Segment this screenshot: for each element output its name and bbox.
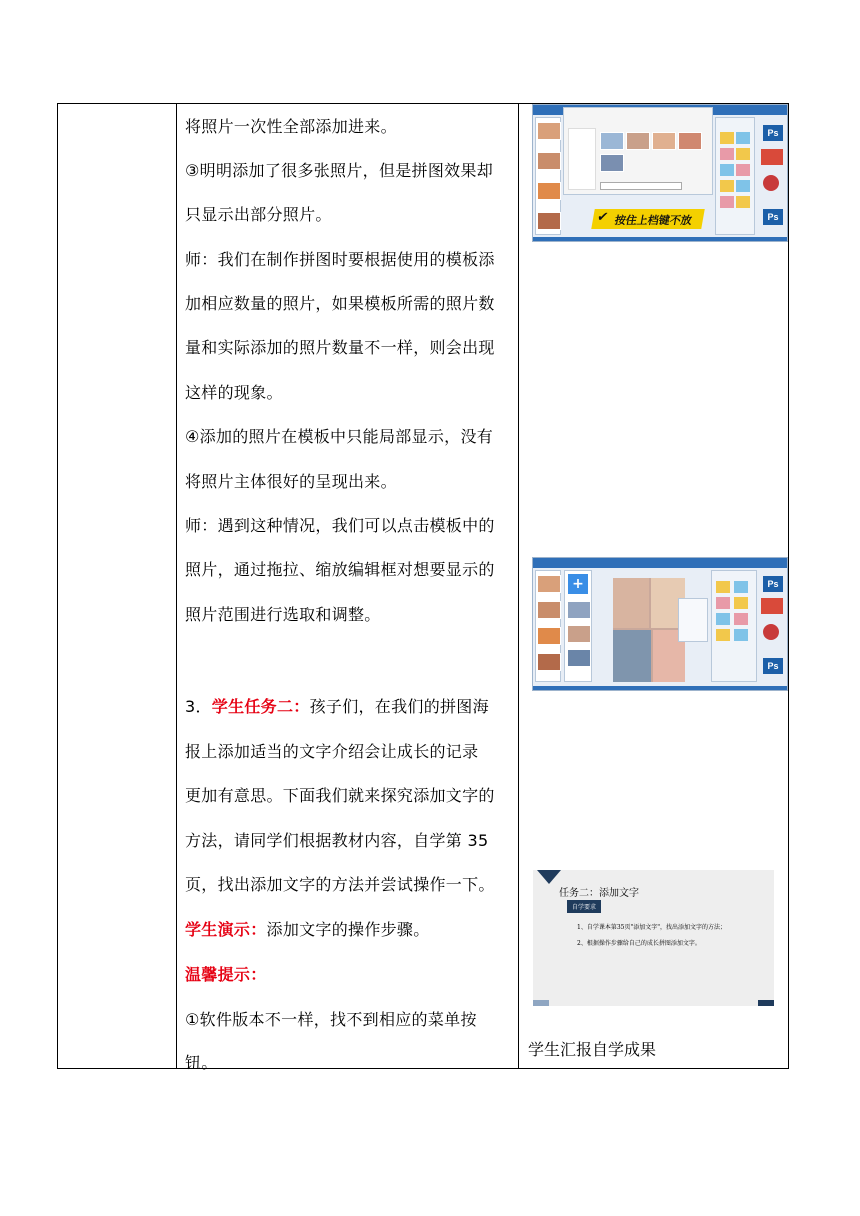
text-line bbox=[185, 161, 515, 181]
text-segment: 只显示出部分照片。 bbox=[185, 205, 332, 224]
text-line bbox=[185, 1010, 515, 1030]
ps-icon: Ps bbox=[763, 209, 783, 225]
text-line bbox=[185, 875, 515, 895]
text-segment: 报上添加适当的文字介绍会让成长的记录 bbox=[185, 742, 479, 761]
text-segment: 师：遇到这种情况，我们可以点击模板中的 bbox=[185, 516, 495, 535]
lesson-table bbox=[57, 103, 789, 1072]
text-segment: 师：我们在制作拼图时要根据使用的模板添 bbox=[185, 250, 495, 269]
text-segment: 将照片一次性全部添加进来。 bbox=[185, 117, 397, 136]
app-title-bar bbox=[533, 558, 787, 568]
edit-box bbox=[678, 598, 708, 642]
collage-canvas bbox=[613, 578, 685, 682]
ps-icon: Ps bbox=[763, 125, 783, 141]
banner-check-icon: ✔ bbox=[595, 210, 610, 225]
text-segment: 孩子们，在我们的拼图海 bbox=[309, 697, 489, 716]
text-line bbox=[185, 383, 515, 403]
text-line bbox=[185, 697, 515, 717]
text-segment: ③明明添加了很多张照片，但是拼图效果却 bbox=[185, 161, 494, 180]
text-line bbox=[185, 294, 515, 314]
text-line bbox=[185, 605, 515, 625]
text-line bbox=[185, 117, 515, 137]
slide-title: 任务二：添加文字 bbox=[559, 888, 639, 899]
text-segment: 学生演示： bbox=[185, 920, 267, 939]
text-segment: 学生任务二： bbox=[211, 697, 310, 716]
text-line bbox=[185, 831, 515, 851]
text-segment: 方法，请同学们根据教材内容，自学第 35 bbox=[185, 831, 489, 850]
text-line bbox=[185, 1053, 515, 1073]
text-line bbox=[185, 786, 515, 806]
text-segment: ①软件版本不一样，找不到相应的菜单按 bbox=[185, 1010, 477, 1029]
text-line bbox=[185, 250, 515, 270]
file-open-dialog bbox=[563, 107, 713, 195]
text-line bbox=[185, 472, 515, 492]
text-line bbox=[185, 560, 515, 580]
text-segment: 这样的现象。 bbox=[185, 383, 283, 402]
text-segment: 加相应数量的照片，如果模板所需的照片数 bbox=[185, 294, 495, 313]
text-line bbox=[185, 965, 515, 985]
screenshot-collage-editor bbox=[532, 557, 788, 691]
text-segment: 照片，通过拖拉、缩放编辑框对想要显示的 bbox=[185, 560, 495, 579]
column-divider bbox=[518, 104, 519, 1068]
tip-banner bbox=[591, 209, 705, 229]
text-segment: 钮。 bbox=[185, 1053, 218, 1072]
ps-icon: Ps bbox=[763, 658, 783, 674]
text-segment: 量和实际添加的照片数量不一样，则会出现 bbox=[185, 338, 495, 357]
text-segment: 页，找出添加文字的方法并尝试操作一下。 bbox=[185, 875, 495, 894]
ps-icon: Ps bbox=[763, 576, 783, 592]
text-line bbox=[185, 920, 515, 940]
slide-item: 2、根据操作步骤给自己的成长拼图添加文字。 bbox=[577, 940, 701, 947]
add-icon: + bbox=[568, 574, 588, 594]
image-caption: 学生汇报自学成果 bbox=[528, 1040, 657, 1059]
text-segment: 3． bbox=[185, 697, 212, 716]
text-segment: 更加有意思。下面我们就来探究添加文字的 bbox=[185, 786, 495, 805]
column-divider bbox=[176, 104, 177, 1068]
banner-text: 按住上档键不放 bbox=[613, 214, 693, 227]
text-line bbox=[185, 516, 515, 536]
slide-item: 1、自学课本第35页"添加文字"，找出添加文字的方法； bbox=[577, 924, 726, 931]
text-segment: 添加文字的操作步骤。 bbox=[266, 920, 430, 939]
screenshot-photo-import bbox=[532, 104, 788, 242]
self-study-badge: 自学要求 bbox=[567, 900, 601, 913]
add-photo-column bbox=[564, 570, 592, 682]
text-line bbox=[185, 338, 515, 358]
template-panel bbox=[711, 570, 757, 682]
text-segment: 将照片主体很好的呈现出来。 bbox=[185, 472, 397, 491]
text-segment: 照片范围进行选取和调整。 bbox=[185, 605, 381, 624]
text-segment: 温馨提示： bbox=[185, 965, 267, 984]
text-line bbox=[185, 742, 515, 762]
text-segment: ④添加的照片在模板中只能局部显示，没有 bbox=[185, 427, 494, 446]
photo-thumbnail-list bbox=[535, 117, 561, 235]
text-line bbox=[185, 205, 515, 225]
template-panel bbox=[715, 117, 755, 235]
photo-thumbnail-list bbox=[535, 570, 561, 682]
text-line bbox=[185, 427, 515, 447]
screenshot-task-slide bbox=[533, 870, 774, 1006]
